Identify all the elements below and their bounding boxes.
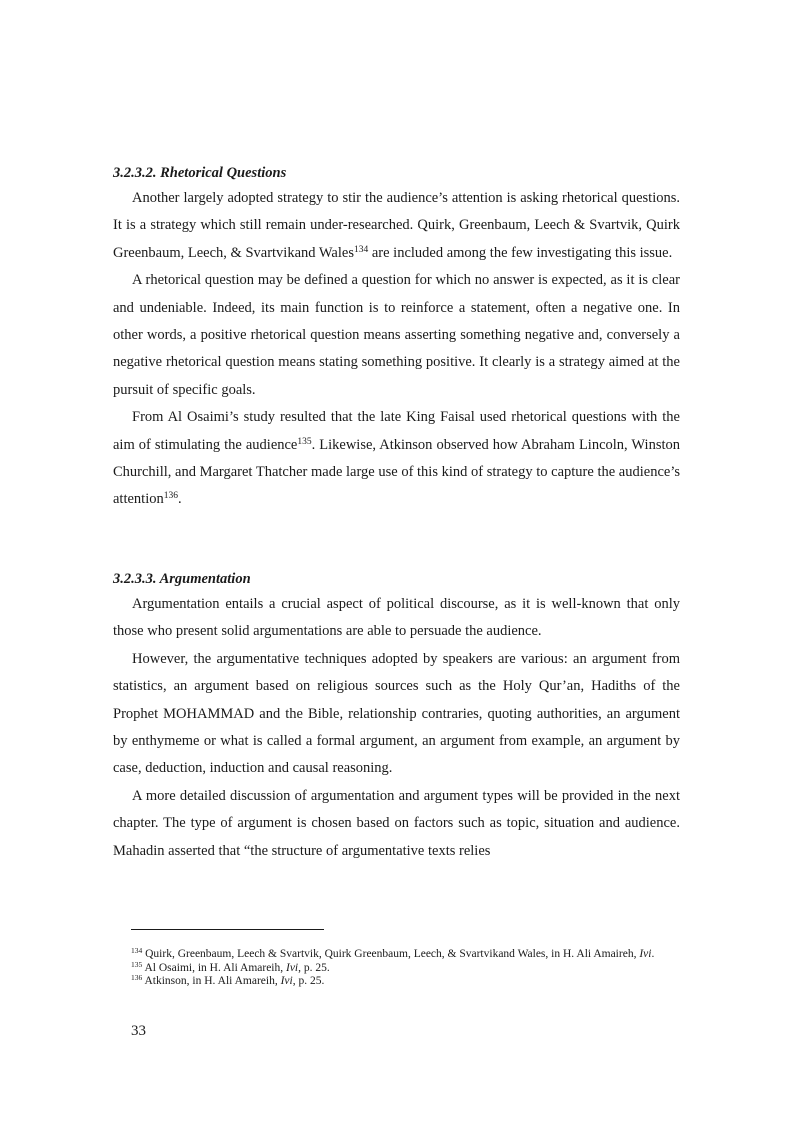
footnotes [131,929,679,989]
footnote [131,975,679,989]
footnote-number: 136 [131,973,143,982]
footnote-text: Al Osaimi, in H. Ali Amareih, [142,961,286,974]
section-rhetorical-questions [113,162,680,514]
footnote-number: 135 [131,959,143,969]
paragraph-text: are included among the few investigating this issue. [368,244,673,261]
footnote-text: , p. 25. [292,975,325,987]
footnote [131,959,679,976]
footnote-text: Atkinson, in H. Ali Amareih, [142,975,281,987]
paragraph-text: From Al Osaimi’s study resulted that the late King Faisal used rhetorical questions with the aim of stimulating the audience [113,409,680,453]
footnote-divider [131,929,324,930]
paragraph [113,404,680,514]
footnote-italic: Ivi [639,948,652,960]
section-heading: 3.2.3.3. Argumentation [113,570,251,587]
footnote-italic: Ivi [286,961,299,974]
footnote-reference[interactable]: 135 [297,436,312,447]
footnote-reference[interactable]: 134 [353,244,369,255]
footnote-text: . [651,948,655,960]
paragraph [113,783,680,865]
section-heading: 3.2.3.2. Rhetorical Questions [113,165,287,181]
paragraph [113,185,680,267]
page-body [113,162,680,865]
footnote-text: Quirk, Greenbaum, Leech & Svartvik, Quirk Greenbaum, Leech, & Svartvikand Wales, in H. Ali Amaireh, [142,948,640,960]
paragraph-text: Argumentation entails a crucial aspect of political discourse, as it is well-known that only those who present solid argumentations are able to persuade the audience. [113,595,680,640]
footnote-text: , p. 25. [298,961,330,974]
paragraph [113,591,680,646]
section-argumentation [113,568,680,865]
page-number: 33 [131,1023,146,1039]
section-spacer [113,514,680,568]
paragraph-text: A rhetorical question may be defined a question for which no answer is expected, as it is clear and undeniable. Indeed, its main function is to reinforce a statement, often a negative one. In other words, a positive rhetorical question means asserting something negative and, conversely a negative rhetorical question means stating something positive. It clearly is a strategy aimed at the pursuit of specific goals. [113,272,680,398]
paragraph-text: . [178,491,182,508]
paragraph [113,267,680,404]
footnote-italic: Ivi [280,975,293,987]
paragraph-text: Another largely adopted strategy to stir the audience’s attention is asking rhetorical questions. It is a strategy which still remain under-researched. Quirk, Greenbaum, Leech & Svartvik, Quirk Greenbaum, Leech, & Svartvikand Wales [113,190,680,261]
paragraph-text: . Likewise, Atkinson observed how Abraham Lincoln, Winston Churchill, and Margaret Thatcher made large use of this kind of strategy to capture the audience’s attention [113,436,680,508]
footnote-reference[interactable]: 136 [163,491,178,502]
footnote-number: 134 [131,946,143,955]
paragraph [113,646,680,783]
paragraph-text: A more detailed discussion of argumentation and argument types will be provided in the next chapter. The type of argument is chosen based on factors such as topic, situation and audience. Mahadin asserted that “the structure of argumentative texts relies [113,787,680,859]
paragraph-text: However, the argumentative techniques adopted by speakers are various: an argument from statistics, an argument based on religious sources such as the Holy Qur’an, Hadiths of the Prophet MOHAMMAD and the Bible, relationship contraries, quoting authorities, an argument by enthymeme or what is called a formal argument, an argument from example, an argument by case, deduction, induction and causal reasoning. [113,650,680,777]
footnote [131,948,679,962]
